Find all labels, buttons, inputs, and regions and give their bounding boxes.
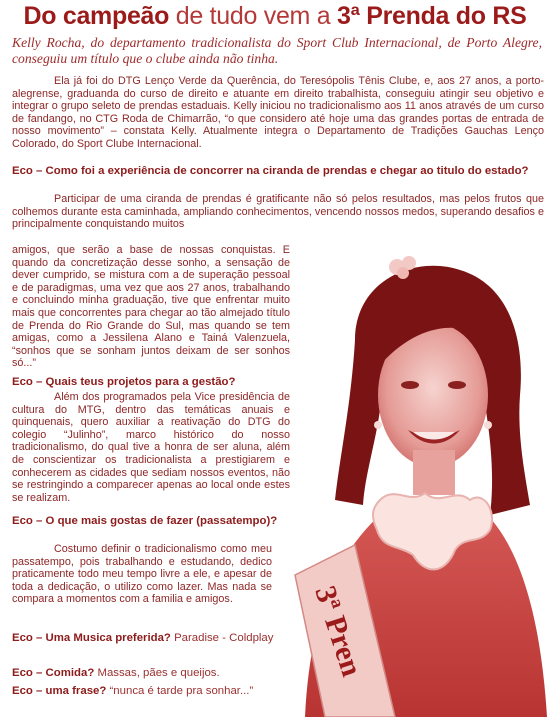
portrait-photo xyxy=(285,245,550,717)
question-2: Eco – Quais teus projetos para a gestão? xyxy=(12,376,236,388)
headline xyxy=(0,2,550,31)
answer-4: Paradise - Coldplay xyxy=(174,632,274,644)
answer-5: Massas, pães e queijos. xyxy=(97,667,220,679)
question-5-block xyxy=(12,667,274,680)
headline-part1: Do campeão xyxy=(23,2,170,30)
answer-6: “nunca é tarde pra sonhar...” xyxy=(109,685,254,697)
question-3: Eco – O que mais gostas de fazer (passatempo)? xyxy=(12,515,278,527)
headline-part3: 3ª Prenda do RS xyxy=(337,2,527,30)
answer-3: Costumo definir o tradicionalismo como meu passatempo, pois trabalhando e estudando, dedico praticamente todo meu tempo livre a ele, e apesar de toda a dedicação, o utilizo como lazer. Mas nada se compara a momentos com a familia e amigos. xyxy=(12,543,272,606)
subtitle: Kelly Rocha, do departamento tradicionalista do Sport Club Internacional, de Porto Alegre, conseguiu um título que o clube ainda não tinha. xyxy=(12,35,542,66)
answer-1-part1: Participar de uma ciranda de prendas é gratificante não só pelos resultados, mas pelos frutos que colhemos durante esta caminhada, ampliando conhecimentos, vencendo nossos medos, superando desafios e principalmente conquistando muitos xyxy=(12,193,544,231)
sash-text: 3ª Pren xyxy=(308,581,369,681)
question-6: Eco – uma frase? xyxy=(12,685,107,697)
answer-1-part2: amigos, que serão a base de nossas conquistas. E quando da concretização desse sonho, a sensação de dever cumprido, se mistura com a de superação pessoal e de paradigmas, uma vez que aos 27 anos, trabalhando e concluindo minha graduação, tive que enfrentar muito mais que concorrentes para chegar ao tão almejado título de Prenda do Rio Grande do Sul, mas quando se tem amigas, como a Jessilena Alano e Tainá Valenzuela, “sonhos que se sonham juntos deixam de ser sonhos só...” xyxy=(12,244,290,370)
headline-part2: de tudo vem a xyxy=(175,2,331,30)
question-4: Eco – Uma Musica preferida? xyxy=(12,632,171,644)
question-6-block xyxy=(12,685,274,698)
question-5: Eco – Comida? xyxy=(12,667,95,679)
question-1: Eco – Como foi a experiência de concorrer na ciranda de prendas e chegar ao titulo do estado? xyxy=(12,165,529,177)
intro-paragraph: Ela já foi do DTG Lenço Verde da Querência, do Teresópolis Tênis Clube, e, aos 27 anos, a porto-alegrense, graduanda do curso de direito e atuante em direito trabalhista, conseguiu atingir seu objetivo e integrar o grupo seleto de prendas estaduais. Kelly iniciou no tradicionalismo aos 11 anos através de um curso de fandango, no CTG Roda de Chimarrão, “o que considero até hoje uma das grandes portas de entrada de nosso movimento” – constata Kelly. Atualmente integra o Departamento de Tradições Gauchas Lenço Colorado, do Sport Clube Internacional. xyxy=(12,75,544,150)
answer-2: Além dos programados pela Vice presidência de cultura do MTG, dentro das temáticas anuais e quinquenais, quero auxiliar a reativação do DTG do colegio “Julinho”, marco histórico do nosso tradicionalismo, do qual tive a honra de ser aluna, além de conscientizar os tradicionalista a prestigiarem e conhecerem as cidades que sediam nossos eventos, não se restringindo a comparecer apenas ao local onde estes se realizam. xyxy=(12,391,290,504)
question-4-block xyxy=(12,632,274,645)
